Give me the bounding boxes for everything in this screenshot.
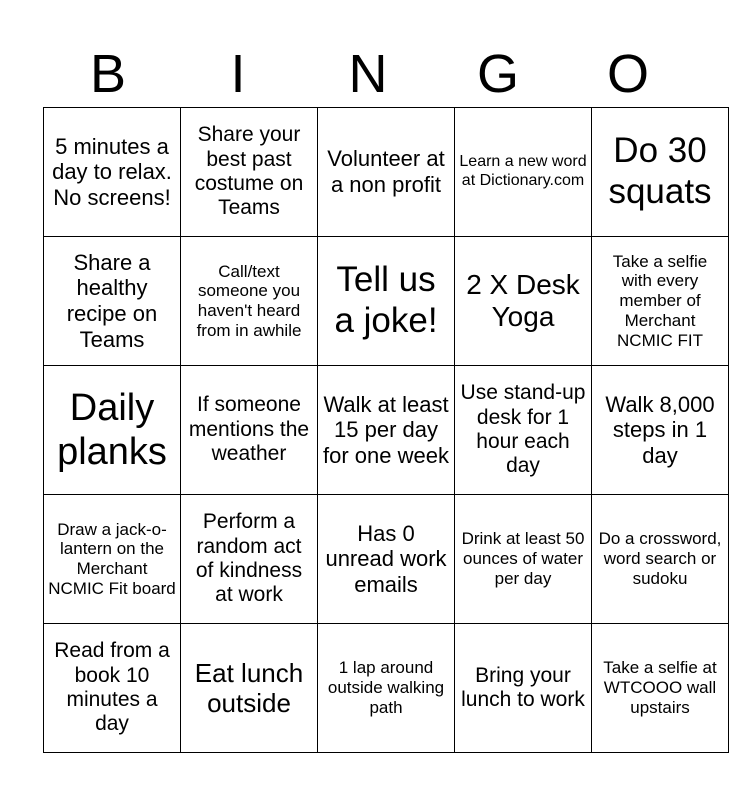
bingo-cell[interactable]: Drink at least 50 ounces of water per day (455, 495, 592, 624)
bingo-row (44, 366, 729, 495)
bingo-cell[interactable]: Call/text someone you haven't heard from in awhile (181, 237, 318, 366)
bingo-cell[interactable]: Learn a new word at Dictionary.com (455, 108, 592, 237)
bingo-cell[interactable]: Use stand-up desk for 1 hour each day (455, 366, 592, 495)
bingo-cell[interactable]: Bring your lunch to work (455, 624, 592, 753)
bingo-row (44, 108, 729, 237)
bingo-cell[interactable]: Walk at least 15 per day for one week (318, 366, 455, 495)
header-letter-b: B (89, 44, 127, 104)
bingo-cell[interactable]: Perform a random act of kindness at work (181, 495, 318, 624)
bingo-cell[interactable]: Read from a book 10 minutes a day (44, 624, 181, 753)
bingo-cell[interactable]: 1 lap around outside walking path (318, 624, 455, 753)
bingo-cell[interactable]: Take a selfie with every member of Merchant NCMIC FIT (592, 237, 729, 366)
bingo-header (43, 42, 693, 106)
header-letter-n: N (348, 44, 388, 104)
bingo-row (44, 495, 729, 624)
bingo-cell[interactable]: Has 0 unread work emails (318, 495, 455, 624)
bingo-row (44, 624, 729, 753)
bingo-cell[interactable]: Eat lunch outside (181, 624, 318, 753)
bingo-cell[interactable]: Draw a jack-o-lantern on the Merchant NCMIC Fit board (44, 495, 181, 624)
bingo-cell[interactable]: Daily planks (44, 366, 181, 495)
bingo-row (44, 237, 729, 366)
bingo-cell[interactable]: 2 X Desk Yoga (455, 237, 592, 366)
header-letter-g: G (476, 44, 519, 104)
header-letter-i: I (230, 44, 246, 104)
bingo-cell[interactable]: Share a healthy recipe on Teams (44, 237, 181, 366)
bingo-cell[interactable]: Tell us a joke! (318, 237, 455, 366)
header-letter-o: O (606, 44, 649, 104)
bingo-cell[interactable]: Walk 8,000 steps in 1 day (592, 366, 729, 495)
bingo-cell[interactable]: Share your best past costume on Teams (181, 108, 318, 237)
bingo-cell[interactable]: If someone mentions the weather (181, 366, 318, 495)
bingo-cell[interactable]: Do a crossword, word search or sudoku (592, 495, 729, 624)
bingo-cell[interactable]: Volunteer at a non profit (318, 108, 455, 237)
bingo-cell[interactable]: Take a selfie at WTCOOO wall upstairs (592, 624, 729, 753)
bingo-cell[interactable]: 5 minutes a day to relax. No screens! (44, 108, 181, 237)
bingo-cell[interactable]: Do 30 squats (592, 108, 729, 237)
bingo-card (43, 107, 729, 753)
